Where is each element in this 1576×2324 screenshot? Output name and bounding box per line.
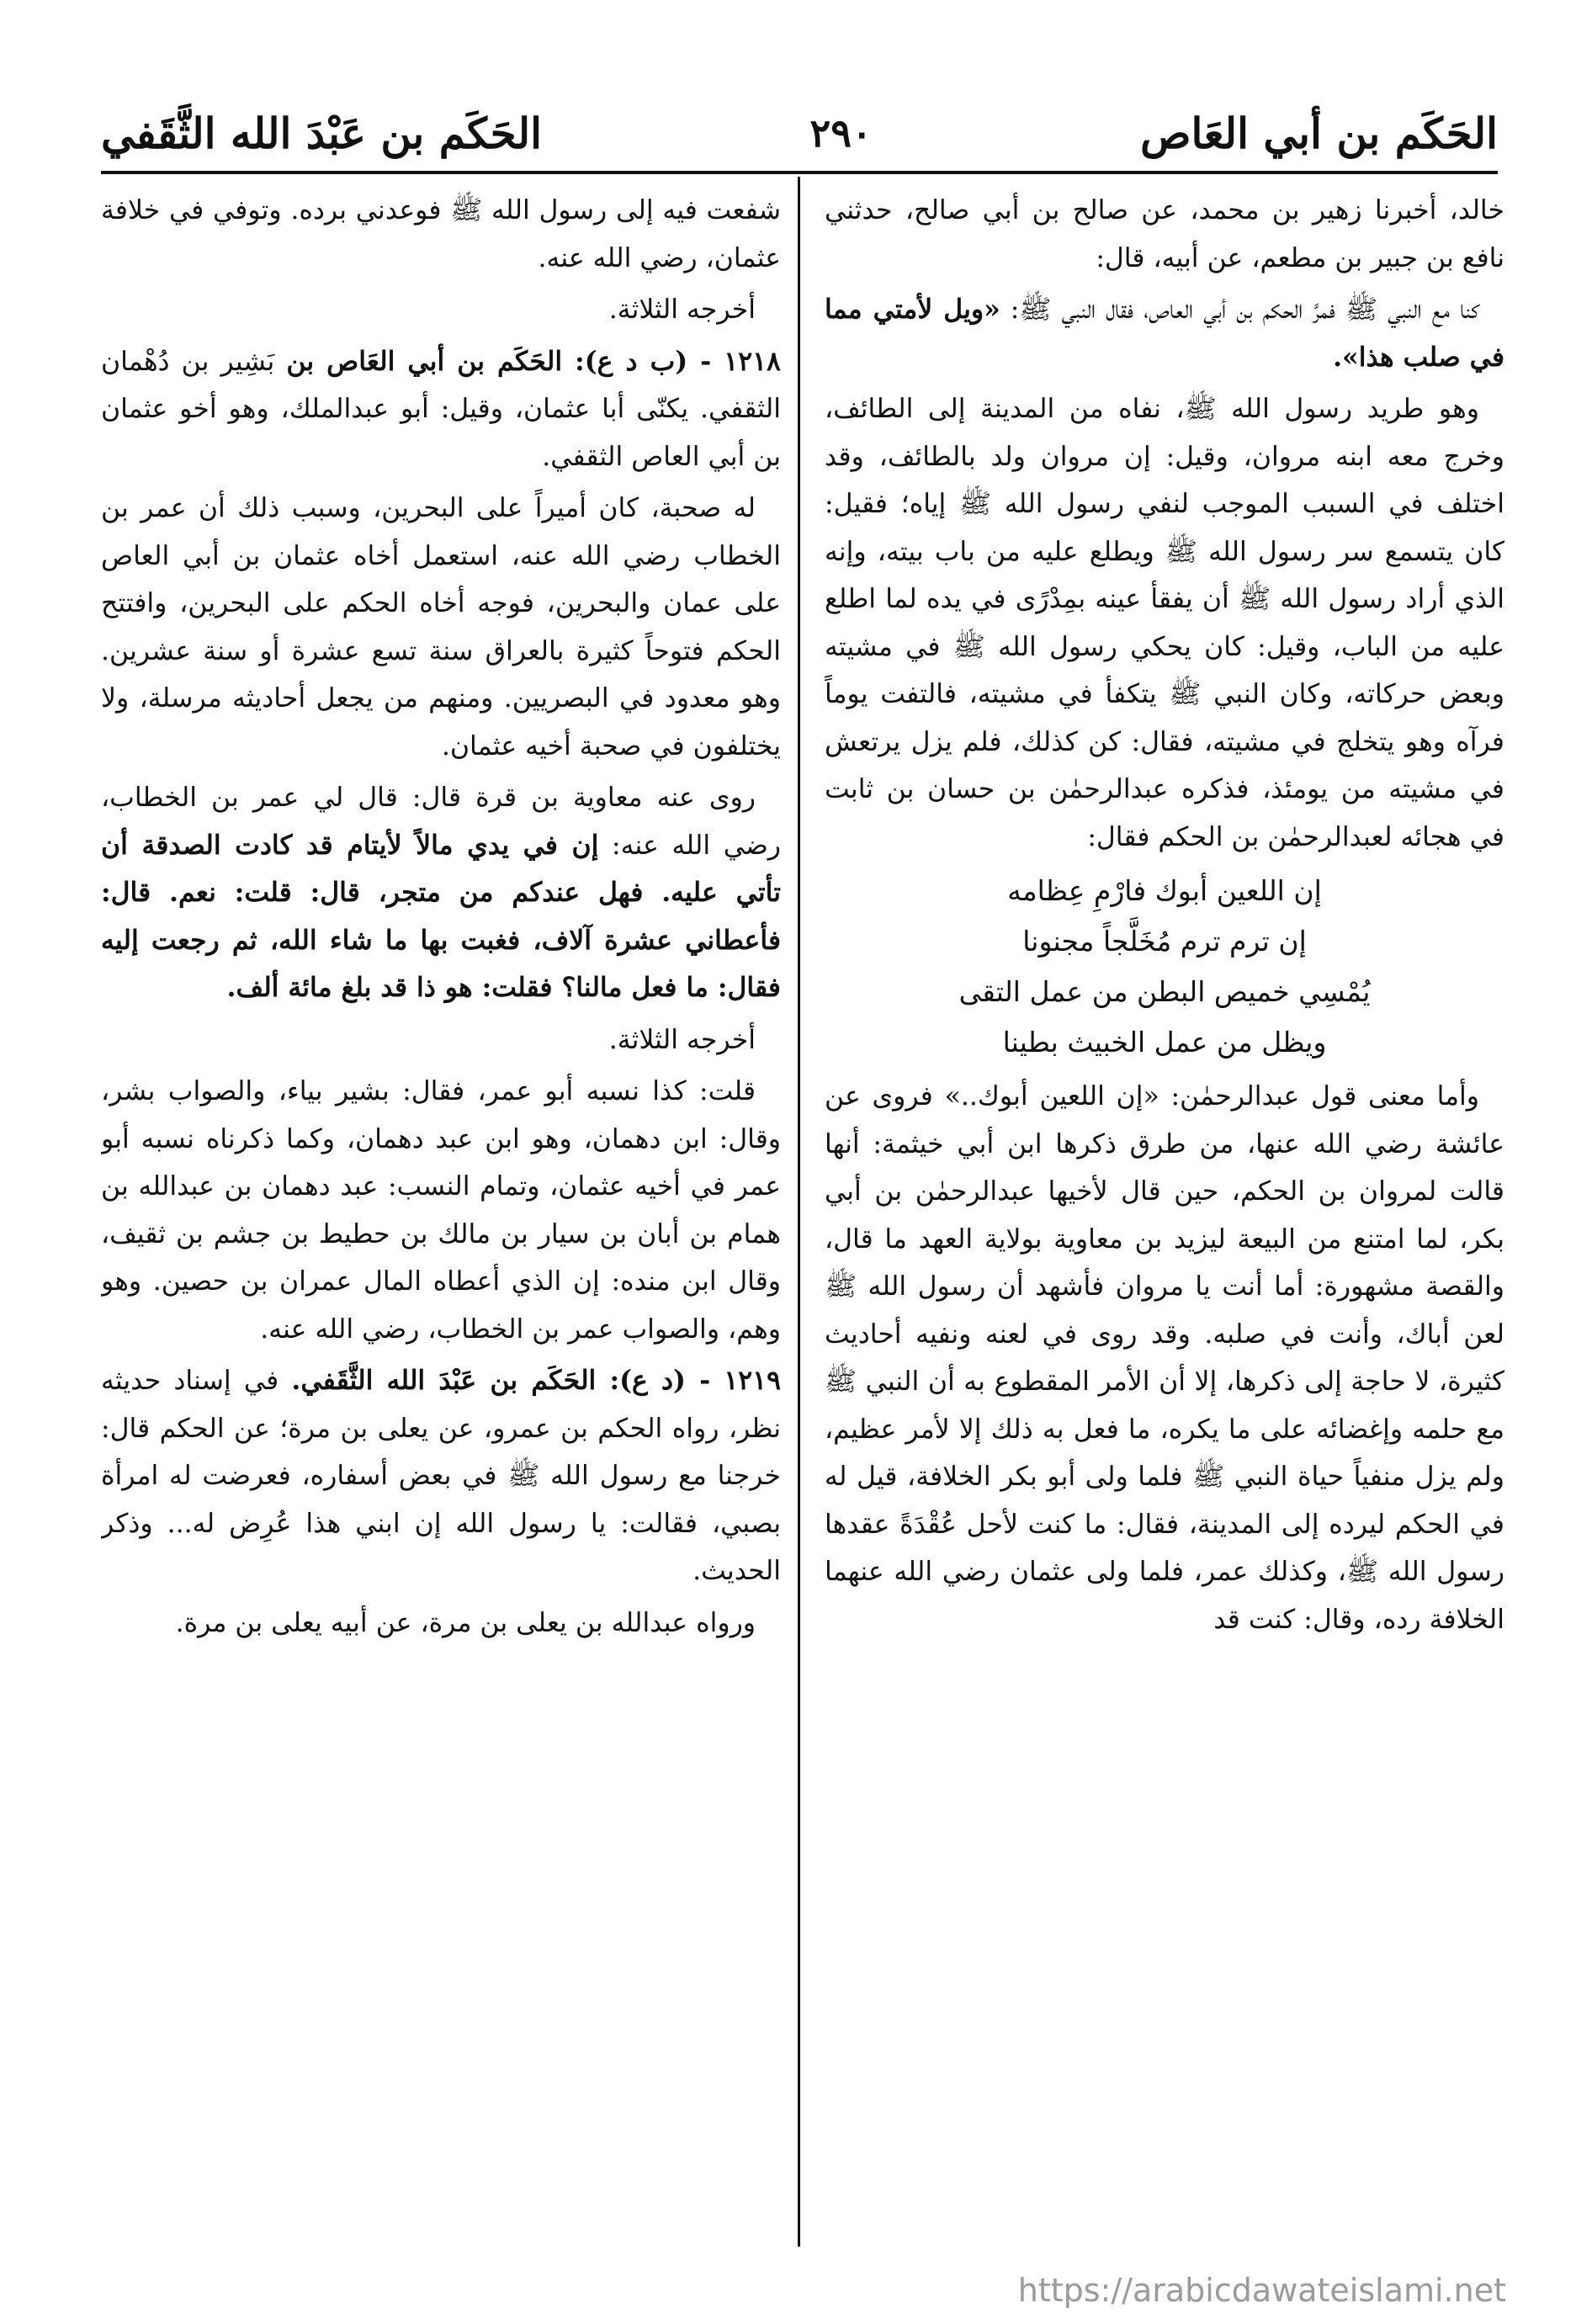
paragraph: أخرجه الثلاثة. xyxy=(608,294,756,325)
entry-1219 xyxy=(101,1357,781,1595)
paragraph xyxy=(825,286,1504,381)
paragraph: له صحبة، كان أميراً على البحرين، وسبب ذلك أن عمر بن الخطاب رضي الله عنه، استعمل أخاه عثمان بن أبي العاص على عمان والبحرين، فوجه أخاه الحكم على البحرين، وافتتح الحكم فتوحاً كثيرة بالعراق سنة تسع عشرة أو سنة عشرين. وهو معدود في البصريين. ومنهم من يجعل أحاديثه مرسلة، ولا يختلفون في صحبة أخيه عثمان. xyxy=(101,493,781,761)
paragraph: وهو طريد رسول الله ﷺ، نفاه من المدينة إلى الطائف، وخرج معه ابنه مروان، وقيل: إن مروان ولد بالطائف، وقد اختلف في السبب الموجب لنفي رسول الله ﷺ إياه؛ فقيل: كان يتسمع سر رسول الله ﷺ ويطلع عليه من باب بيته، وإنه الذي أراد رسول الله ﷺ أن يفقأ عينه بمِدْرًى في يده لما اطلع عليه من الباب، وقيل: كان يحكي رسول الله ﷺ في مشيته وبعض حركاته، وكان النبي ﷺ يتكفأ في مشيته، فالتفت يوماً فرآه وهو يتخلج في مشيته، فقال: كن كذلك، فلم يزل يرتعش في مشيته من يومئذ، فذكره عبدالرحمٰن بن حسان بن ثابت في هجائه لعبدالرحمٰن بن الحكم فقال: xyxy=(825,394,1504,852)
left-running-title: الحَكَم بن عَبْدَ الله الثَّقَفي xyxy=(101,108,543,158)
page-number: ٢٩٠ xyxy=(809,110,873,156)
entry-1218 xyxy=(101,338,781,481)
poem-verse xyxy=(825,866,1504,1068)
paragraph xyxy=(101,774,781,1012)
verse-line: يُمْسِي خميص البطن من عمل التقى xyxy=(958,975,1371,1008)
quote-text: إن في يدي مالاً لأيتام قد كادت الصدقة أن تأتي عليه. فهل عندكم من متجر، قال: قلت: نعم. قال: فأعطاني عشرة آلاف، فغبت بها ما شاء الله، ثم رجعت إليه فقال: ما فعل مالنا؟ فقلت: هو ذا قد بلغ مائة ألف. xyxy=(101,829,781,1003)
verse-line: إن ترم ترم مُخَلَّجاً مجنونا xyxy=(1022,925,1307,958)
page-header xyxy=(101,99,1498,167)
header-rule xyxy=(101,171,1498,174)
entry-text: في إسناد حديثه نظر، رواه الحكم بن عمرو، عن يعلى بن مرة؛ عن الحكم قال: خرجنا مع رسول الله ﷺ في بعض أسفاره، فعرضت له امرأة بصبي، فقالت: يا رسول الله إن ابني هذا عُرِض له... وذكر الحديث. xyxy=(101,1366,781,1586)
verse-line: إن اللعين أبوك فارْمِ عِظامه xyxy=(1007,874,1322,907)
paragraph: خالد، أخبرنا زهير بن محمد، عن صالح بن أبي صالح، حدثني نافع بن جبير بن مطعم، عن أبيه، قال: xyxy=(825,195,1504,273)
watermark-url: https://arabicdawateislami.net xyxy=(1017,2272,1506,2309)
paragraph: قلت: كذا نسبه أبو عمر، فقال: بشير بياء، والصواب بشر، وقال: ابن دهمان، وهو ابن عبد دهمان، وكما ذكرناه نسبه أبو عمر في أخيه عثمان، وتمام النسب: عبد دهمان بن عبدالله بن همام بن أبان بن سيار بن مالك بن حطيط بن جشم بن ثقيف، وقال ابن منده: إن الذي أعطاه المال عمران بن حصين. وهو وهم، والصواب عمر بن الخطاب، رضي الله عنه. xyxy=(101,1076,781,1345)
paragraph: شفعت فيه إلى رسول الله ﷺ فوعدني برده. وتوفي في خلافة عثمان، رضي الله عنه. xyxy=(101,195,781,273)
left-column xyxy=(101,187,781,2240)
paragraph: وأما معنى قول عبدالرحمٰن: «إن اللعين أبوك..» فروى عن عائشة رضي الله عنها، من طرق ذكرها ابن أبي خيثمة: أنها قالت لمروان بن الحكم، حين قال لأخيها عبدالرحمٰن بن أبي بكر، لما امتنع من البيعة ليزيد بن معاوية بولاية العهد ما قال، والقصة مشهورة: أما أنت يا مروان فأشهد أن رسول الله ﷺ لعن أباك، وأنت في صلبه. وقد روى في لعنه ونفيه أحاديث كثيرة، لا حاجة إلى ذكرها، إلا أن الأمر المقطوع به أن النبي ﷺ مع حلمه وإغضائه على ما يكره، ما فعل به ذلك إلا لأمر عظيم، ولم يزل منفياً حياة النبي ﷺ فلما ولى أبو بكر الخلافة، قيل له في الحكم ليرده إلى المدينة، فقال: ما كنت لأحل عُقْدَةً عقدها رسول الله ﷺ، وكذلك عمر، فلما ولى عثمان رضي الله عنهما الخلافة رده، وقال: كنت قد xyxy=(825,1081,1504,1635)
column-divider xyxy=(798,177,800,2247)
right-column xyxy=(825,187,1504,2240)
verse-line: ويظل من عمل الخبيث بطينا xyxy=(1002,1026,1327,1059)
text-run: روى عنه معاوية بن قرة قال: قال لي عمر بن الخطاب، رضي الله عنه: xyxy=(101,783,781,861)
right-running-title: الحَكَم بن أبي العَاص xyxy=(1140,108,1498,158)
entry-text: بَشِير بن دُهْمان الثقفي. يكنّى أبا عثمان، وقيل: أبو عبدالملك، وهو أخو عثمان بن أبي العاص الثقفي. xyxy=(101,346,781,472)
hadith-quote: «ويل لأمتي مما في صلب هذا». xyxy=(825,294,1504,373)
entry-heading: ١٢١٨ - (ب د ع): الحَكَم بن أبي العَاص بن xyxy=(286,345,781,377)
paragraph: أخرجه الثلاثة. xyxy=(608,1024,756,1055)
text-run: كنا مع النبي ﷺ فمرَّ الحكم بن أبي العاص، فقال النبي ﷺ: xyxy=(1000,294,1479,325)
entry-heading: ١٢١٩ - (د ع): الحَكَم بن عَبْدَ الله الثَّقَفي. xyxy=(291,1365,781,1396)
paragraph: ورواه عبدالله بن يعلى بن مرة، عن أبيه يعلى بن مرة. xyxy=(175,1607,756,1638)
